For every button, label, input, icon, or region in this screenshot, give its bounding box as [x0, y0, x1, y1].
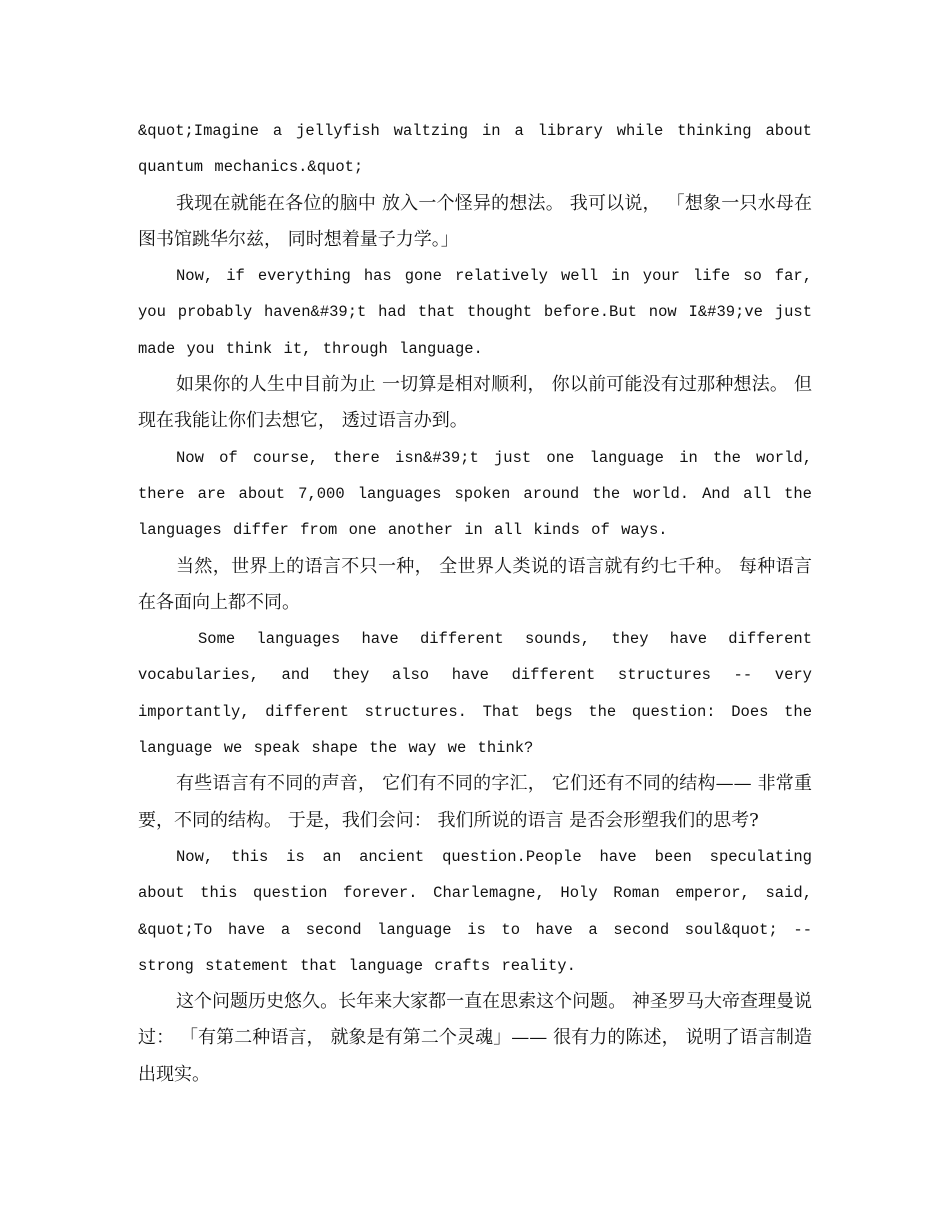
paragraph-en-5: Now, this is an ancient question.People have been speculating about this question forever. Charlemagne, Holy Roman emperor, said, &quot;To have a second language is to have a second soul&quot; -- strong statement that language crafts reality.: [138, 847, 812, 975]
paragraph-en-2: Now, if everything has gone relatively well in your life so far, you probably haven&#39;t had that thought before.But now I&#39;ve just made you think it, through language.: [138, 267, 812, 358]
paragraph-en-1: &quot;Imagine a jellyfish waltzing in a library while thinking about quantum mechanics.&quot;: [138, 122, 812, 177]
paragraph-zh-4: 有些语言有不同的声音， 它们有不同的字汇， 它们还有不同的结构—— 非常重要，不同的结构。 于是，我们会问： 我们所说的语言 是否会形塑我们的思考?: [138, 773, 812, 831]
paragraph-en-3: Now of course, there isn&#39;t just one language in the world, there are about 7,000 languages spoken around the world. And all the languages differ from one another in all kinds of ways.: [138, 448, 812, 540]
paragraph-en-4: Some languages have different sounds, they have different vocabularies, and they also have different structures -- very importantly, different structures. That begs the question: Does the language we speak shape the way we think?: [138, 630, 812, 758]
paragraph-zh-1: 我现在就能在各位的脑中 放入一个怪异的想法。 我可以说， 「想象一只水母在图书馆跳华尔兹， 同时想着量子力学。」: [138, 192, 812, 250]
paragraph-zh-5: 这个问题历史悠久。长年来大家都一直在思索这个问题。 神圣罗马大帝查理曼说过： 「有第二种语言， 就象是有第二个灵魂」—— 很有力的陈述， 说明了语言制造出现实。: [138, 991, 812, 1085]
paragraph-zh-3: 当然，世界上的语言不只一种， 全世界人类说的语言就有约七千种。 每种语言在各面向上都不同。: [138, 555, 812, 613]
document-page: [138, 113, 812, 1093]
paragraph-zh-2: 如果你的人生中目前为止 一切算是相对顺利， 你以前可能没有过那种想法。 但现在我能让你们去想它， 透过语言办到。: [138, 374, 812, 432]
